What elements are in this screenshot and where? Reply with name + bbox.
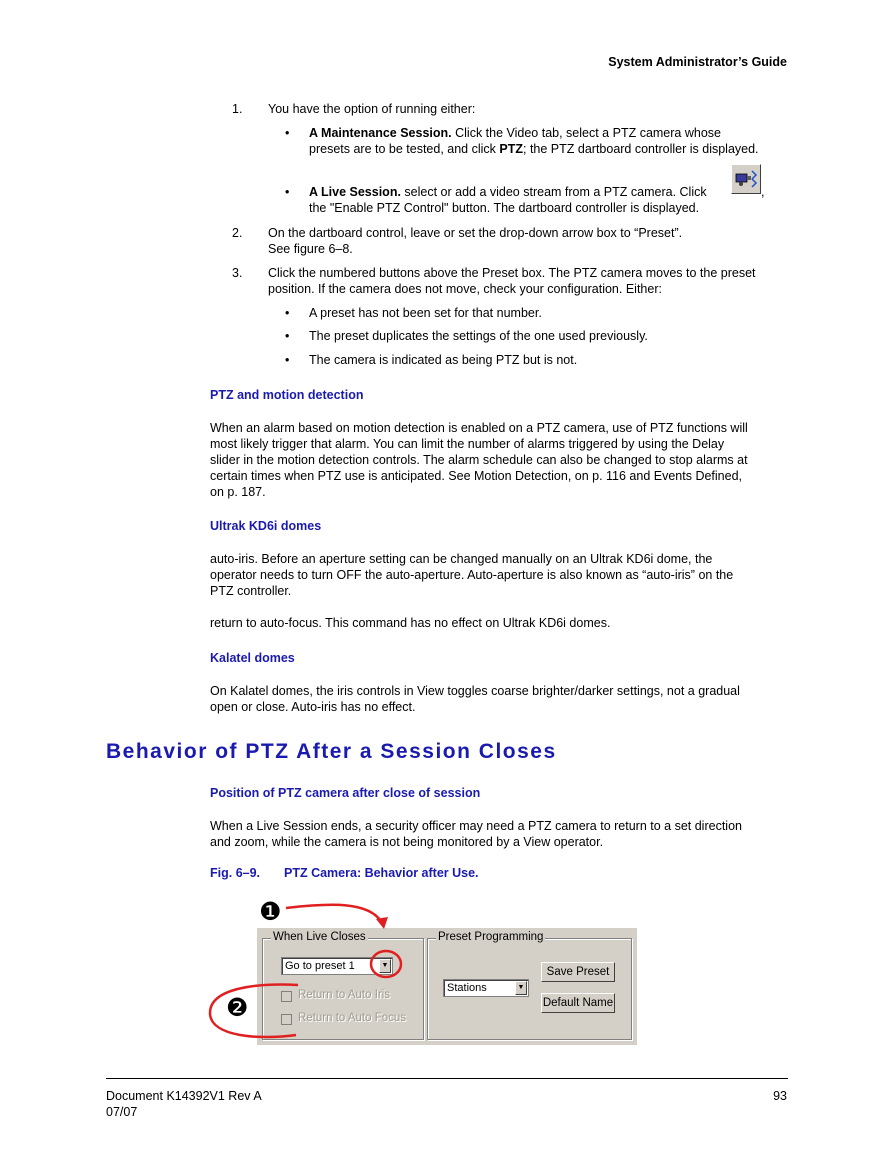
live-session-line2: the "Enable PTZ Control" button. The dartboard controller is displayed. <box>309 201 700 215</box>
paragraph-line: operator needs to turn OFF the auto-aperture. Auto-aperture is also known as “auto-iris” on the <box>210 568 734 582</box>
bullet: • <box>285 329 290 343</box>
paragraph-line: When an alarm based on motion detection is enabled on a PTZ camera, use of PTZ functions will <box>210 421 748 435</box>
paragraph-line: return to auto-focus. This command has no effect on Ultrak KD6i domes. <box>210 616 611 630</box>
footer-date: 07/07 <box>106 1105 138 1119</box>
paragraph-line: and zoom, while the camera is not being monitored by a View operator. <box>210 835 604 849</box>
paragraph-line: auto-iris. Before an aperture setting can be changed manually on an Ultrak KD6i dome, the <box>210 552 713 566</box>
step-number: 3. <box>232 266 243 280</box>
page-number: 93 <box>773 1089 787 1103</box>
group-title: Preset Programming <box>438 931 544 943</box>
callout-number: ❶ <box>259 897 282 926</box>
callout-annotations <box>200 895 420 1045</box>
paragraph-line: on p. 187. <box>210 485 266 499</box>
maintenance-session-line2: presets are to be tested, and click PTZ; the PTZ dartboard controller is displayed. <box>309 142 759 156</box>
highlight-circle <box>371 951 401 977</box>
paragraph-line: PTZ controller. <box>210 584 292 598</box>
live-session-comma: , <box>761 185 765 199</box>
arrow-head-icon <box>376 917 388 929</box>
bullet: • <box>285 185 290 199</box>
paragraph-line: When a Live Session ends, a security officer may need a PTZ camera to return to a set direction <box>210 819 742 833</box>
list-item: A preset has not been set for that number. <box>309 306 542 320</box>
chevron-down-icon[interactable]: ▼ <box>379 959 391 973</box>
paragraph-line: open or close. Auto-iris has no effect. <box>210 700 416 714</box>
step-text-line1: Click the numbered buttons above the Preset box. The PTZ camera moves to the preset <box>268 266 756 280</box>
step-number: 1. <box>232 102 243 116</box>
callout-number: ❷ <box>226 993 249 1022</box>
stations-select[interactable] <box>443 979 529 997</box>
default-name-button[interactable]: Default Name <box>541 993 615 1013</box>
bullet: • <box>285 126 290 140</box>
highlight-outline <box>210 985 298 1037</box>
paragraph-line: slider in the motion detection controls. The alarm schedule can also be changed to stop alarms at <box>210 453 748 467</box>
save-preset-button[interactable]: Save Preset <box>541 962 615 982</box>
maintenance-session-line1: A Maintenance Session. Click the Video tab, select a PTZ camera whose <box>309 126 721 140</box>
figure-title: PTZ Camera: Behavior after Use. <box>284 866 479 880</box>
chevron-down-icon[interactable]: ▼ <box>515 981 527 995</box>
section-title: Behavior of PTZ After a Session Closes <box>106 740 557 763</box>
step-text-line2: position. If the camera does not move, check your configuration. Either: <box>268 282 662 296</box>
step-text: You have the option of running either: <box>268 102 476 116</box>
footer-document-id: Document K14392V1 Rev A <box>106 1089 262 1103</box>
step-number: 2. <box>232 226 243 240</box>
subheading-position: Position of PTZ camera after close of session <box>210 786 481 800</box>
bullet: • <box>285 306 290 320</box>
step-text-line1: On the dartboard control, leave or set the drop-down arrow box to “Preset”. <box>268 226 683 240</box>
group-title: When Live Closes <box>273 931 366 943</box>
subheading-kalatel: Kalatel domes <box>210 651 295 665</box>
checkbox-label: Return to Auto Focus <box>298 1012 407 1024</box>
figure-number: Fig. 6–9. <box>210 866 261 880</box>
checkbox-label: Return to Auto Iris <box>298 989 391 1001</box>
bullet: • <box>285 353 290 367</box>
paragraph-line: most likely trigger that alarm. You can limit the number of alarms triggered by using the Delay <box>210 437 725 451</box>
live-session-line1: A Live Session. select or add a video stream from a PTZ camera. Click <box>309 185 707 199</box>
running-header: System Administrator’s Guide <box>608 55 787 69</box>
enable-ptz-control-icon <box>731 164 761 194</box>
selected-value: Go to preset 1 <box>285 960 355 972</box>
paragraph-line: certain times when PTZ use is anticipated. See Motion Detection, on p. 116 and Events Defined, <box>210 469 743 483</box>
selected-value: Stations <box>447 982 487 994</box>
list-item: The camera is indicated as being PTZ but is not. <box>309 353 578 367</box>
footer-rule <box>106 1078 788 1079</box>
list-item: The preset duplicates the settings of the one used previously. <box>309 329 648 343</box>
subheading-ptz-motion: PTZ and motion detection <box>210 388 364 402</box>
paragraph-line: On Kalatel domes, the iris controls in View toggles coarse brighter/darker settings, not a gradual <box>210 684 740 698</box>
callout-arrow <box>286 905 382 923</box>
step-text-line2: See figure 6–8. <box>268 242 353 256</box>
subheading-ultrak: Ultrak KD6i domes <box>210 519 322 533</box>
